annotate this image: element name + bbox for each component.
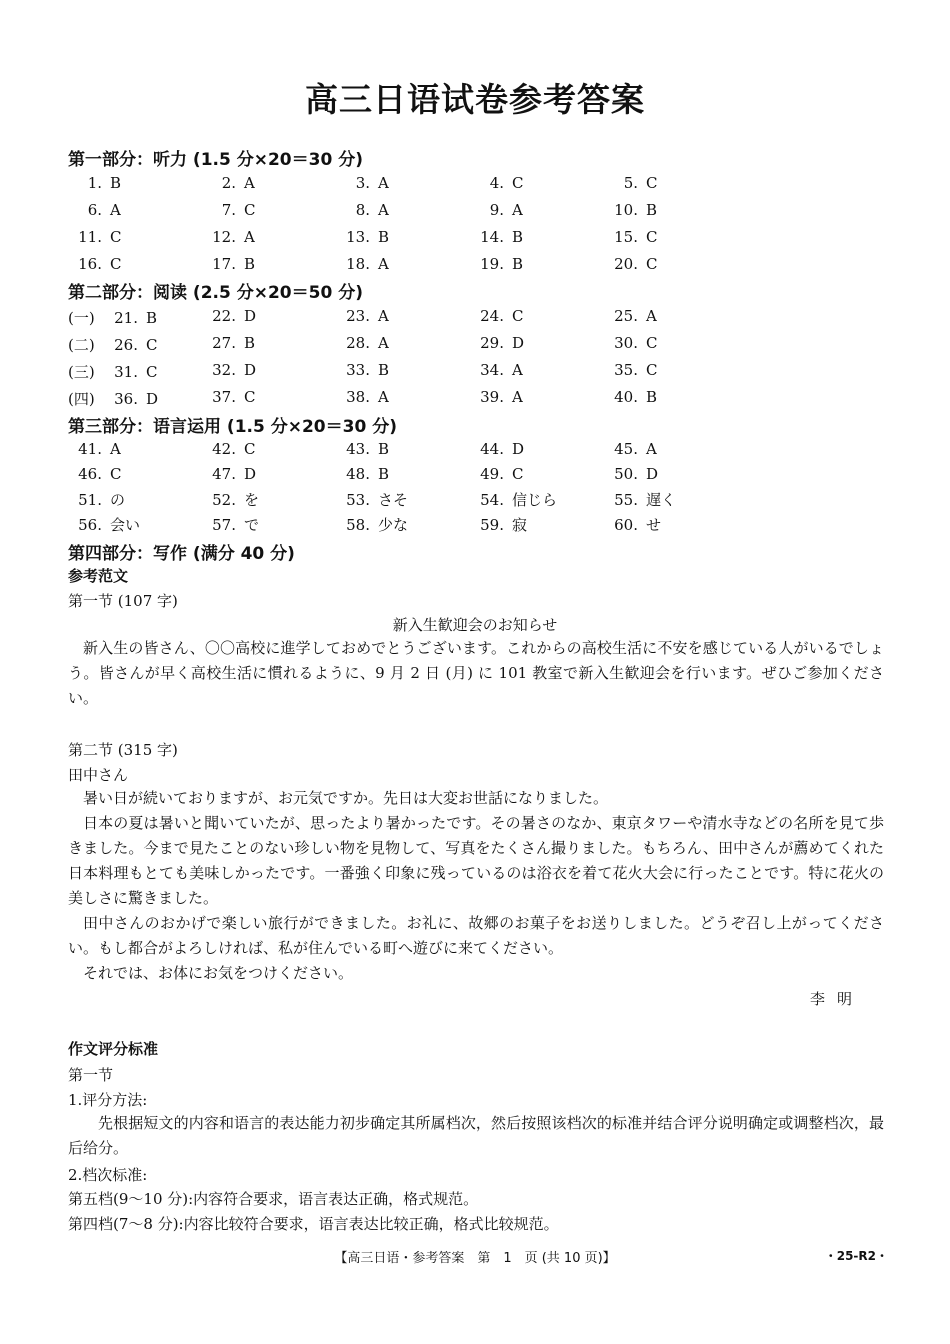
answer-item [470, 201, 523, 219]
answer-item [68, 334, 157, 355]
answer-item [470, 174, 523, 192]
question-number: 46. [78, 465, 102, 483]
question-number: 44. [480, 440, 504, 458]
question-number: 37. [212, 388, 236, 406]
answer-value: を [244, 491, 260, 509]
answer-value: B [512, 228, 524, 246]
answer-item [604, 514, 661, 535]
answer-item [336, 388, 389, 406]
answer-value: B [512, 255, 524, 273]
question-number: 41. [78, 440, 102, 458]
answer-item [604, 201, 657, 219]
answer-row [68, 334, 888, 358]
section2-paragraph-3: 田中さんのおかげで楽しい旅行ができました。お礼に、故郷のお菓子をお送りしました。どうぞ召し上がってください。もし都合がよろしければ、私が住んでいる町へ遊びに来てください。 [68, 914, 884, 957]
question-number: 57. [212, 516, 236, 534]
answer-item [68, 174, 121, 192]
question-number: 15. [614, 228, 638, 246]
answer-item [202, 255, 255, 273]
answer-value: D [646, 465, 659, 483]
answer-value: の [110, 491, 126, 509]
answer-item [470, 440, 524, 458]
question-number: 60. [614, 516, 638, 534]
answer-item [68, 440, 121, 458]
answer-value: 信じら [512, 491, 558, 509]
answer-value: さそ [378, 491, 409, 509]
answer-item [68, 489, 125, 510]
section2-greeting: 田中さん [68, 766, 129, 784]
answer-value: せ [646, 516, 662, 534]
part4-heading: 第四部分：写作 (满分 40 分) [68, 544, 295, 564]
page-title: 高三日语试卷参考答案 [305, 80, 645, 119]
answer-item [68, 465, 121, 483]
answer-item [336, 201, 389, 219]
answer-item [68, 307, 157, 328]
answer-value: C [646, 255, 658, 273]
answer-row [68, 514, 888, 538]
answer-item [202, 228, 255, 246]
answer-value: A [378, 201, 389, 219]
answer-item [470, 361, 523, 379]
answer-item [604, 174, 657, 192]
answer-item [336, 465, 389, 483]
question-number: 55. [614, 491, 638, 509]
answer-item [336, 307, 389, 325]
question-number: 56. [78, 516, 102, 534]
answer-item [604, 388, 657, 406]
question-number: 2. [221, 174, 236, 192]
answer-item [68, 514, 140, 535]
section1-title: 新入生歓迎会のお知らせ [392, 616, 558, 634]
answer-value: B [146, 309, 158, 327]
answer-value: A [378, 255, 389, 273]
answer-value: 遅く [646, 491, 677, 509]
answer-value: C [110, 255, 122, 273]
question-number: 18. [346, 255, 370, 273]
answer-value: B [244, 334, 256, 352]
answer-value: D [512, 440, 525, 458]
answer-item [68, 361, 157, 382]
group-label: (三) [68, 363, 95, 381]
answer-row [68, 361, 888, 385]
answer-item [336, 361, 389, 379]
question-number: 52. [212, 491, 236, 509]
answer-item [202, 361, 256, 379]
criteria-method-label: 1.评分方法: [68, 1091, 148, 1109]
answer-item [604, 465, 658, 483]
answer-item [202, 514, 259, 535]
answer-value: B [244, 255, 256, 273]
section2-paragraph-1: 暑い日が続いておりますが、お元気ですか。先日は大変お世話になりました。 [83, 789, 609, 807]
answer-row [68, 228, 888, 252]
answer-item [68, 255, 121, 273]
question-number: 45. [614, 440, 638, 458]
answer-item [470, 255, 523, 273]
answer-item [604, 255, 657, 273]
answer-item [604, 489, 676, 510]
answer-row [68, 489, 888, 513]
criteria-heading: 作文评分标准 [68, 1040, 159, 1058]
answer-value: C [244, 440, 256, 458]
page-footer: 【高三日语・参考答案 第 1 页 (共 10 页)】 [334, 1251, 616, 1266]
answer-value: A [512, 201, 523, 219]
answer-value: 寂 [512, 516, 528, 534]
answer-value: C [646, 361, 658, 379]
question-number: 25. [614, 307, 638, 325]
answer-value: 会い [110, 516, 141, 534]
answer-item [604, 440, 657, 458]
question-number: 20. [614, 255, 638, 273]
answer-item [202, 334, 255, 352]
answer-value: A [244, 174, 255, 192]
answer-value: B [110, 174, 122, 192]
answer-value: A [378, 388, 389, 406]
section1-body: 新入生の皆さん、〇〇高校に進学しておめでとうございます。これからの高校生活に不安を感じている人がいるでしょう。皆さんが早く高校生活に慣れるように、9 月 2 日 (月) に 101 教室で新入生歓迎会を行います。ぜひご参加ください。 [68, 639, 884, 707]
answer-item [202, 440, 255, 458]
answer-value: C [110, 465, 122, 483]
question-number: 32. [212, 361, 236, 379]
answer-value: B [378, 440, 390, 458]
question-number: 36. [114, 390, 138, 408]
answer-value: A [110, 440, 121, 458]
question-number: 24. [480, 307, 504, 325]
section1-label: 第一节 (107 字) [68, 592, 178, 610]
answer-row [68, 174, 888, 198]
question-number: 14. [480, 228, 504, 246]
answer-value: 少な [378, 516, 409, 534]
answer-value: A [378, 307, 389, 325]
answer-value: C [110, 228, 122, 246]
answer-item [68, 201, 121, 219]
question-number: 43. [346, 440, 370, 458]
answer-value: B [646, 201, 658, 219]
section2-paragraph-4: それでは、お体にお気をつけください。 [83, 964, 354, 982]
answer-value: C [646, 334, 658, 352]
part1-heading: 第一部分：听力 (1.5 分×20＝30 分) [68, 150, 363, 170]
answer-value: D [146, 390, 159, 408]
answer-value: C [244, 388, 256, 406]
answer-item [604, 228, 657, 246]
question-number: 35. [614, 361, 638, 379]
answer-value: C [244, 201, 256, 219]
answer-item [336, 255, 389, 273]
question-number: 39. [480, 388, 504, 406]
question-number: 10. [614, 201, 638, 219]
answer-item [470, 334, 524, 352]
question-number: 51. [78, 491, 102, 509]
question-number: 53. [346, 491, 370, 509]
group-label: (二) [68, 336, 95, 354]
part3-heading: 第三部分：语言运用 (1.5 分×20＝30 分) [68, 417, 397, 437]
question-number: 50. [614, 465, 638, 483]
question-number: 17. [212, 255, 236, 273]
answer-value: A [244, 228, 255, 246]
sample-label: 参考范文 [68, 567, 129, 585]
answer-item [202, 201, 255, 219]
answer-row [68, 255, 888, 279]
letter-signature: 李明 [809, 990, 864, 1008]
question-number: 21. [114, 309, 138, 327]
answer-item [68, 228, 121, 246]
answer-item [470, 307, 523, 325]
answer-value: C [646, 174, 658, 192]
answer-value: D [244, 465, 257, 483]
question-number: 29. [480, 334, 504, 352]
answer-item [604, 334, 657, 352]
answer-value: B [378, 361, 390, 379]
part2-heading: 第二部分：阅读 (2.5 分×20＝50 分) [68, 283, 363, 303]
answer-item [202, 489, 259, 510]
question-number: 47. [212, 465, 236, 483]
question-number: 5. [623, 174, 638, 192]
answer-item [336, 174, 389, 192]
criteria-level-label: 2.档次标准: [68, 1166, 148, 1184]
question-number: 13. [346, 228, 370, 246]
answer-item [470, 465, 523, 483]
question-number: 16. [78, 255, 102, 273]
answer-value: A [110, 201, 121, 219]
group-label: (四) [68, 390, 95, 408]
question-number: 26. [114, 336, 138, 354]
answer-item [336, 228, 389, 246]
answer-value: A [378, 174, 389, 192]
answer-value: B [378, 465, 390, 483]
answer-row [68, 307, 888, 331]
question-number: 9. [489, 201, 504, 219]
answer-item [202, 174, 255, 192]
answer-value: D [244, 307, 257, 325]
answer-item [470, 228, 523, 246]
answer-value: B [378, 228, 390, 246]
answer-item [336, 489, 408, 510]
answer-item [336, 514, 408, 535]
group-label: (一) [68, 309, 95, 327]
answer-item [470, 489, 557, 510]
question-number: 11. [78, 228, 102, 246]
answer-value: C [512, 307, 524, 325]
criteria-level-4: 第四档(7～8 分):内容比较符合要求，语言表达比较正确，格式比较规范。 [68, 1215, 559, 1233]
question-number: 4. [489, 174, 504, 192]
paper-code: ・25-R2・ [824, 1249, 888, 1263]
question-number: 40. [614, 388, 638, 406]
answer-value: C [512, 465, 524, 483]
answer-item [202, 307, 256, 325]
criteria-level-5: 第五档(9～10 分):内容符合要求，语言表达正确，格式规范。 [68, 1190, 479, 1208]
answer-item [68, 388, 158, 409]
question-number: 23. [346, 307, 370, 325]
answer-value: D [244, 361, 257, 379]
answer-value: A [512, 361, 523, 379]
question-number: 19. [480, 255, 504, 273]
answer-value: C [512, 174, 524, 192]
answer-value: C [146, 336, 158, 354]
question-number: 54. [480, 491, 504, 509]
question-number: 38. [346, 388, 370, 406]
answer-row [68, 440, 888, 464]
answer-value: A [378, 334, 389, 352]
section2-label: 第二节 (315 字) [68, 741, 178, 759]
section2-paragraph-2: 日本の夏は暑いと聞いていたが、思ったより暑かったです。その暑さのなか、東京タワーや清水寺などの名所を見て歩きました。今まで見たことのない珍しい物を見物して、写真をたくさん撮りました。もちろん、田中さんが薦めてくれた日本料理もとても美味しかったです。一番強く印象に残っているのは浴衣を着て花火大会に行ったことです。特に花火の美しさに驚きました。 [68, 814, 884, 907]
criteria-method-text: 先根据短文的内容和语言的表达能力初步确定其所属档次，然后按照该档次的标准并结合评分说明确定或调整档次，最后给分。 [68, 1114, 884, 1157]
question-number: 58. [346, 516, 370, 534]
question-number: 30. [614, 334, 638, 352]
answer-item [202, 388, 255, 406]
answer-row [68, 201, 888, 225]
question-number: 34. [480, 361, 504, 379]
criteria-section: 第一节 [68, 1066, 114, 1084]
answer-value: A [646, 440, 657, 458]
answer-row [68, 465, 888, 489]
answer-item [336, 440, 389, 458]
question-number: 33. [346, 361, 370, 379]
answer-item [604, 307, 657, 325]
question-number: 22. [212, 307, 236, 325]
question-number: 31. [114, 363, 138, 381]
question-number: 7. [221, 201, 236, 219]
answer-item [202, 465, 256, 483]
answer-value: D [512, 334, 525, 352]
answer-value: A [646, 307, 657, 325]
answer-row [68, 388, 888, 412]
question-number: 48. [346, 465, 370, 483]
question-number: 49. [480, 465, 504, 483]
question-number: 1. [87, 174, 102, 192]
question-number: 12. [212, 228, 236, 246]
answer-item [336, 334, 389, 352]
question-number: 28. [346, 334, 370, 352]
answer-value: で [244, 516, 260, 534]
answer-value: B [646, 388, 658, 406]
answer-value: A [512, 388, 523, 406]
question-number: 8. [355, 201, 370, 219]
answer-item [470, 514, 527, 535]
question-number: 42. [212, 440, 236, 458]
question-number: 27. [212, 334, 236, 352]
question-number: 59. [480, 516, 504, 534]
answer-item [604, 361, 657, 379]
answer-value: C [146, 363, 158, 381]
answer-value: C [646, 228, 658, 246]
question-number: 6. [87, 201, 102, 219]
answer-item [470, 388, 523, 406]
question-number: 3. [355, 174, 370, 192]
